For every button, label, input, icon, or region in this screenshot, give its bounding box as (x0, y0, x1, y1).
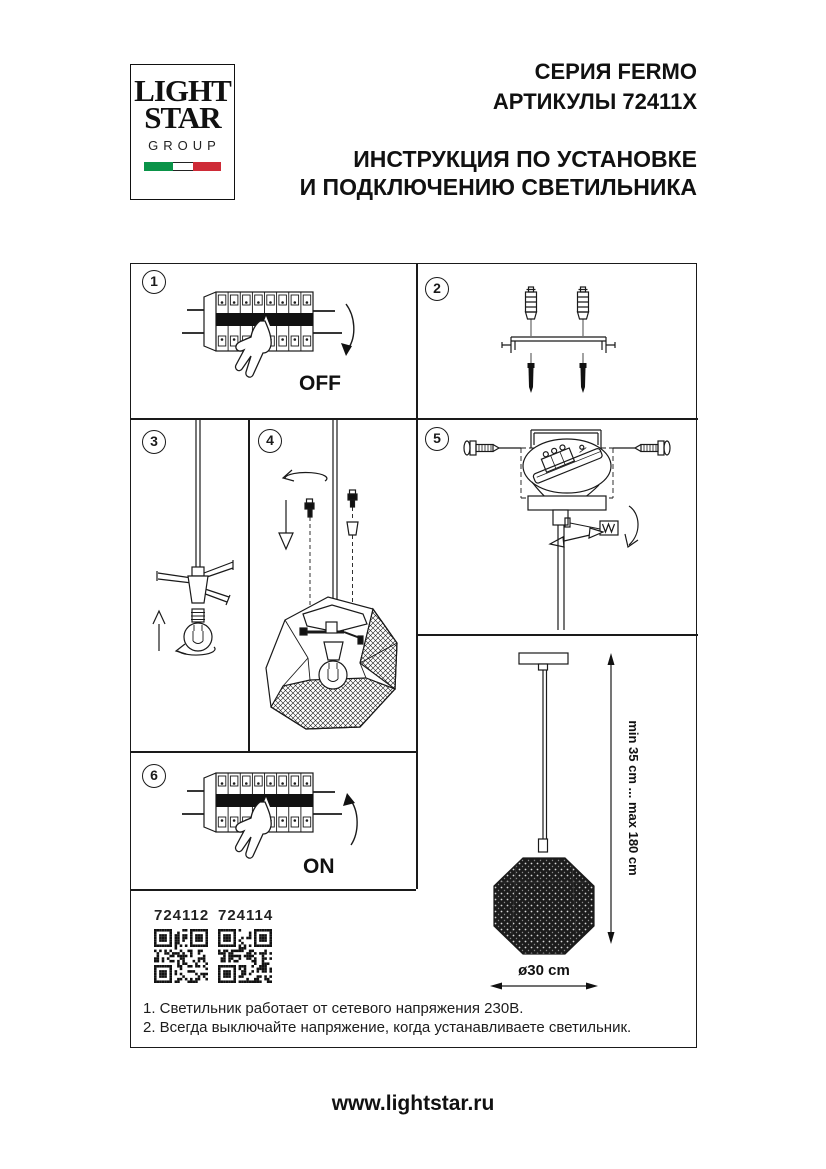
step-1-panel (131, 264, 416, 418)
qr-article-label: 724112 (154, 907, 210, 924)
website-url: www.lightstar.ru (331, 1092, 495, 1115)
pendant-rod (333, 418, 337, 626)
steps-frame (130, 263, 697, 1048)
on-label: ON (303, 855, 335, 878)
canopy-mount-drawing (416, 418, 698, 634)
series-title: СЕРИЯ FERMO (534, 59, 697, 84)
pendant-rod (196, 418, 200, 567)
step-5-number: 5 (425, 427, 449, 451)
logo-group: GROUP (148, 138, 221, 154)
header-text (300, 59, 697, 201)
step-3-panel (131, 418, 248, 751)
canopy-plate (528, 496, 606, 510)
step-6-panel (131, 751, 416, 889)
mounting-screw (528, 363, 587, 393)
pendant-rod (543, 670, 547, 839)
step-3-number: 3 (142, 430, 166, 454)
articles-title: АРТИКУЛЫ 72411X (492, 89, 697, 114)
side-screw (613, 441, 670, 455)
flag-green (144, 162, 174, 171)
faceted-shade-drawing (266, 597, 397, 729)
qr-code (154, 929, 208, 983)
breaker-off-drawing (131, 264, 416, 418)
diameter-label: ø30 cm (518, 962, 570, 979)
note-line-2: 2. Всегда выключайте напряжение, когда устанавливаете светильник. (143, 1019, 632, 1036)
logo-light: LIGHT (134, 73, 231, 108)
height-dimension-line (608, 653, 615, 944)
rotation-arrow-icon (625, 506, 638, 547)
shade-attach-drawing (248, 418, 416, 751)
mounting-strap (502, 337, 615, 353)
step-4-number: 4 (258, 429, 282, 453)
instruction-title-line1: ИНСТРУКЦИЯ ПО УСТАНОВКЕ (353, 146, 697, 172)
arrow-down-icon (341, 304, 354, 356)
off-label: OFF (299, 372, 341, 395)
bulb-install-drawing (131, 418, 248, 751)
rotation-arrow-icon (283, 470, 327, 481)
italian-flag-stripe (144, 162, 222, 171)
flag-white (173, 162, 193, 171)
qr-code (218, 929, 272, 983)
qr-article-label: 724114 (218, 907, 274, 924)
grub-screw-icon (600, 521, 618, 535)
safety-notes (143, 999, 688, 1037)
step-2-number: 2 (425, 277, 449, 301)
step-5-panel (416, 418, 698, 634)
assembled-pendant-drawing (416, 634, 698, 1049)
light-bulb-icon (184, 609, 212, 651)
side-screw (464, 441, 521, 455)
arrow-up-icon (153, 611, 165, 651)
step-4-panel (248, 418, 416, 751)
instruction-title (300, 145, 697, 201)
arrow-down-icon (279, 500, 293, 549)
final-view-panel (416, 634, 698, 1049)
wall-anchor (526, 287, 537, 336)
step-1-number: 1 (142, 270, 166, 294)
pendant-shade (494, 858, 594, 954)
logo-star: STAR (144, 99, 221, 135)
diameter-dimension-line (490, 983, 598, 990)
flag-red (193, 162, 221, 171)
step-2-panel (416, 264, 698, 418)
arrow-up-icon (343, 793, 357, 845)
wall-anchor (578, 287, 589, 336)
step-6-number: 6 (142, 764, 166, 788)
lightstar-logo (130, 64, 235, 200)
ceiling-plate (519, 653, 568, 664)
height-range-label: min 35 cm ... max 180 cm (626, 720, 641, 876)
note-line-1: 1. Светильник работает от сетевого напряжения 230В. (143, 1000, 524, 1017)
breaker-on-drawing (131, 751, 416, 889)
instruction-title-line2: И ПОДКЛЮЧЕНИЮ СВЕТИЛЬНИКА (299, 174, 697, 200)
mounting-bracket-drawing (416, 264, 698, 418)
